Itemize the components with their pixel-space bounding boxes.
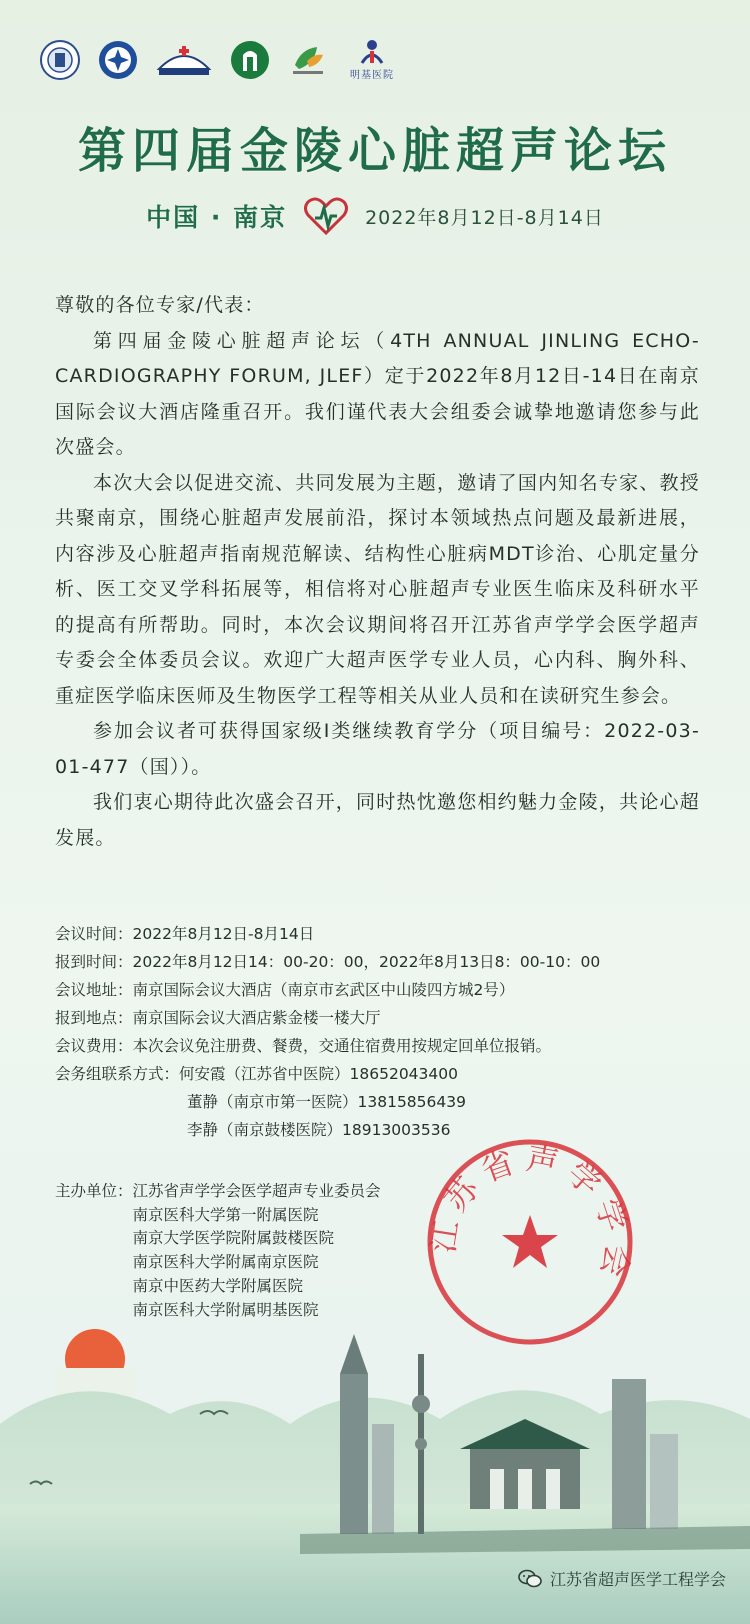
leaf-hospital-logo [286,38,330,82]
contact-label: 会务组联系方式： [55,1065,180,1083]
meeting-time-value: 2022年8月12日-8月14日 [132,925,315,943]
meeting-time-row [55,920,705,948]
contact-item: 何安霞（江苏省中医院）18652043400 [179,1065,458,1083]
meeting-time-label: 会议时间： [55,925,133,943]
register-time-value: 2022年8月12日14：00-20：00，2022年8月13日8：00-10：00 [132,953,601,971]
heart-forum-logo [303,196,349,236]
letter-paragraph: 本次大会以促进交流、共同发展为主题，邀请了国内知名专家、教授共聚南京，围绕心脏超声发展前沿，探讨本领域热点问题及最新进展，内容涉及心脏超声指南规范解读、结构性心脏病MDT诊治、心肌定量分析、医工交叉学科拓展等，相信将对心脏超声专业医生临床及科研水平的提高有所帮助。同时，本次会议期间将召开江苏省声学学会医学超声专委会全体委员会议。欢迎广大超声医学专业人员，心内科、胸外科、重症医学临床医师及生物医学工程等相关从业人员和在读研究生参会。 [55,471,700,707]
register-time-row [55,948,705,976]
invitation-letter [55,288,700,856]
host-item: 南京医科大学第一附属医院 [132,1205,319,1224]
fee-label: 会议费用： [55,1037,133,1055]
fee-row [55,1032,705,1060]
contacts [55,1060,705,1144]
hospital-emblem-logo [96,38,140,82]
wechat-account-footer [518,1567,726,1590]
letter-paragraph: 我们衷心期待此次盛会召开，同时热忱邀您相约魅力金陵，共论心超发展。 [55,791,700,849]
checkin-label: 报到地点： [55,1009,133,1027]
hosts-label: 主办单位： [55,1182,133,1200]
venue-value: 南京国际会议大酒店（南京市玄武区中山陵四方城2号） [132,981,515,999]
gulou-hospital-logo [154,38,214,82]
letter-paragraph: 第四届金陵心脏超声论坛（4TH ANNUAL JINLING ECHO-CARDIOGRAPHY FORUM, JLEF）定于2022年8月12日-14日在南京国际会议大酒店隆重召开。我们谨代表大会组委会诚挚地邀请您参与此次盛会。 [55,329,700,458]
host-item: 江苏省声学学会医学超声专业委员会 [132,1182,381,1200]
hosts-list [133,1180,381,1322]
wechat-icon [518,1569,542,1589]
checkin-value: 南京国际会议大酒店紫金楼一楼大厅 [132,1009,381,1027]
svg-text:江苏省声学学会: 江苏省声学学会 [423,1138,638,1289]
host-item: 南京中医药大学附属医院 [132,1276,304,1295]
contact-item: 董静（南京市第一医院）13815856439 [187,1093,466,1111]
meeting-info [55,920,705,1144]
subtitle-row [0,196,750,236]
city-label: 中国 · 南京 [146,203,288,232]
contact-row [55,1088,705,1116]
mingji-logo-text: 明基医院 [350,70,394,81]
contact-row [55,1060,705,1088]
wechat-account-name: 江苏省超声医学工程学会 [549,1570,726,1589]
host-item: 南京医科大学附属明基医院 [132,1300,319,1319]
sponsor-logos [38,38,400,82]
chinese-medicine-hospital-logo [228,38,272,82]
venue-row [55,976,705,1004]
title-wrap [0,112,750,181]
checkin-row [55,1004,705,1032]
letter-paragraph: 参加会议者可获得国家级I类继续教育学分（项目编号：2022-03-01-477（国））。 [55,720,700,778]
host-organizations [55,1180,381,1322]
date-range: 2022年8月12日-8月14日 [365,206,604,229]
hosts-row [55,1180,381,1322]
page-title: 第四届金陵心脏超声论坛 [77,123,672,179]
university-seal-logo [38,38,82,82]
mingji-hospital-logo [344,38,400,82]
host-item: 南京医科大学附属南京医院 [132,1253,319,1272]
fee-value: 本次会议免注册费、餐费，交通住宿费用按规定回单位报销。 [132,1037,552,1055]
register-time-label: 报到时间： [55,953,133,971]
salutation: 尊敬的各位专家/代表： [55,294,265,316]
venue-label: 会议地址： [55,981,133,999]
host-item: 南京大学医学院附属鼓楼医院 [132,1229,335,1248]
contact-item: 李静（南京鼓楼医院）18913003536 [187,1121,451,1139]
